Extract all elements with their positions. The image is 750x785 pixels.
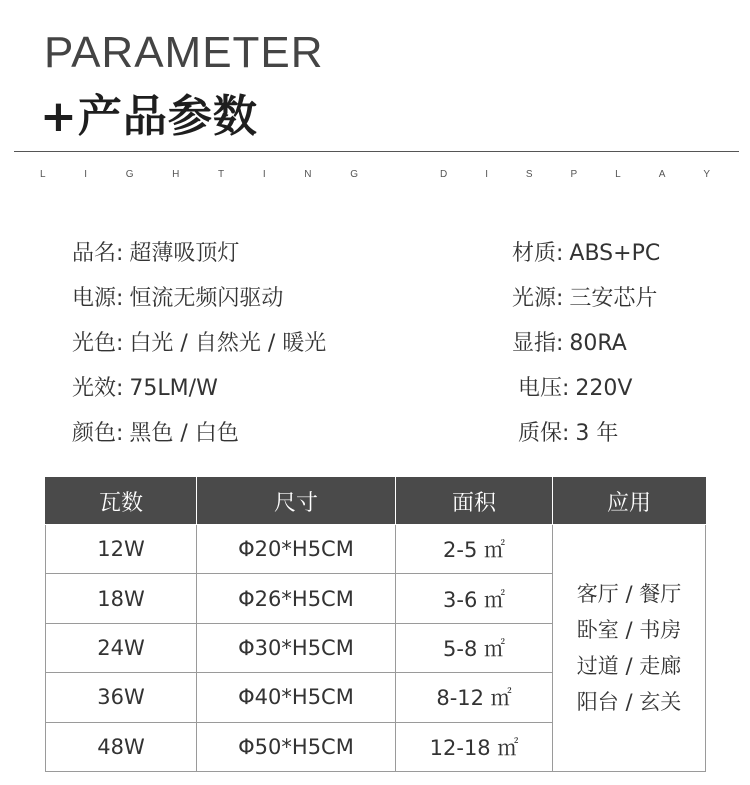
spec-label: 电源: <box>72 286 124 311</box>
spec-value: 恒流无频闪驱动 <box>129 286 284 311</box>
cell-size: Φ50*H5CM <box>197 722 396 771</box>
application-line: 阳台 / 玄关 <box>576 690 682 714</box>
letter: T <box>218 169 225 180</box>
spec-value: 白光 / 自然光 / 暖光 <box>129 331 327 356</box>
cell-area: 12-18 ㎡ <box>396 722 553 771</box>
spec-label: 显指: <box>512 331 564 356</box>
spec-value: 3 年 <box>575 421 619 446</box>
spec-label: 品名: <box>72 241 124 266</box>
spec-cri <box>512 326 627 357</box>
cell-wattage: 48W <box>46 722 197 771</box>
header-area: 面积 <box>396 478 553 525</box>
spec-label: 光色: <box>72 331 124 356</box>
spec-product-name <box>72 236 239 267</box>
cell-size: Φ40*H5CM <box>197 673 396 722</box>
cell-size: Φ20*H5CM <box>197 525 396 574</box>
letter: P <box>570 169 578 180</box>
spec-power-supply <box>72 281 283 312</box>
spec-value: 220V <box>575 376 633 401</box>
cell-area: 3-6 ㎡ <box>396 574 553 623</box>
spec-value: 80RA <box>569 331 627 356</box>
spec-voltage <box>518 371 632 402</box>
letter: L <box>615 169 621 180</box>
spec-value: ABS+PC <box>569 241 661 266</box>
cell-area: 5-8 ㎡ <box>396 623 553 672</box>
parameter-table <box>45 477 706 772</box>
application-line: 过道 / 走廊 <box>576 654 682 678</box>
spec-value: 黑色 / 白色 <box>129 421 239 446</box>
cell-size: Φ30*H5CM <box>197 623 396 672</box>
letter: A <box>658 169 666 180</box>
letter: Y <box>703 169 710 180</box>
letter: I <box>485 169 488 180</box>
spaced-word-lighting <box>40 169 358 183</box>
spec-value: 超薄吸顶灯 <box>129 241 240 266</box>
letter: G <box>350 169 358 180</box>
spec-label: 质保: <box>518 421 570 446</box>
cell-area: 2-5 ㎡ <box>396 525 553 574</box>
letter: D <box>440 169 448 180</box>
cell-area: 8-12 ㎡ <box>396 673 553 722</box>
title-chinese: +产品参数 <box>40 91 258 142</box>
header-wattage: 瓦数 <box>46 478 197 525</box>
header-application: 应用 <box>553 478 706 525</box>
spec-value: 三安芯片 <box>569 286 658 311</box>
spec-color <box>72 416 239 447</box>
letter: G <box>125 169 134 180</box>
spec-label: 电压: <box>518 376 570 401</box>
table-row <box>46 525 706 574</box>
spec-label: 材质: <box>512 241 564 266</box>
letter: I <box>84 169 88 180</box>
letter: H <box>172 169 180 180</box>
header-size: 尺寸 <box>197 478 396 525</box>
letter: I <box>262 169 266 180</box>
application-line: 卧室 / 书房 <box>576 618 682 642</box>
title-english: PARAMETER <box>44 28 324 77</box>
cell-application <box>553 525 706 772</box>
cell-wattage: 18W <box>46 574 197 623</box>
application-line: 客厅 / 餐厅 <box>576 582 682 606</box>
spec-efficacy <box>72 371 218 402</box>
spec-label: 光效: <box>72 376 124 401</box>
spec-light-color <box>72 326 326 357</box>
letter: L <box>40 169 46 180</box>
table-header-row <box>46 478 706 525</box>
spec-material <box>512 236 660 267</box>
spec-light-source <box>512 281 657 312</box>
cell-size: Φ26*H5CM <box>197 574 396 623</box>
spec-label: 颜色: <box>72 421 124 446</box>
header-divider <box>14 151 739 152</box>
spec-warranty <box>518 416 618 447</box>
spec-label: 光源: <box>512 286 564 311</box>
cell-wattage: 12W <box>46 525 197 574</box>
spaced-word-display <box>440 169 710 183</box>
cell-wattage: 36W <box>46 673 197 722</box>
letter: S <box>525 169 533 180</box>
spec-value: 75LM/W <box>129 376 218 401</box>
letter: N <box>304 169 312 180</box>
cell-wattage: 24W <box>46 623 197 672</box>
